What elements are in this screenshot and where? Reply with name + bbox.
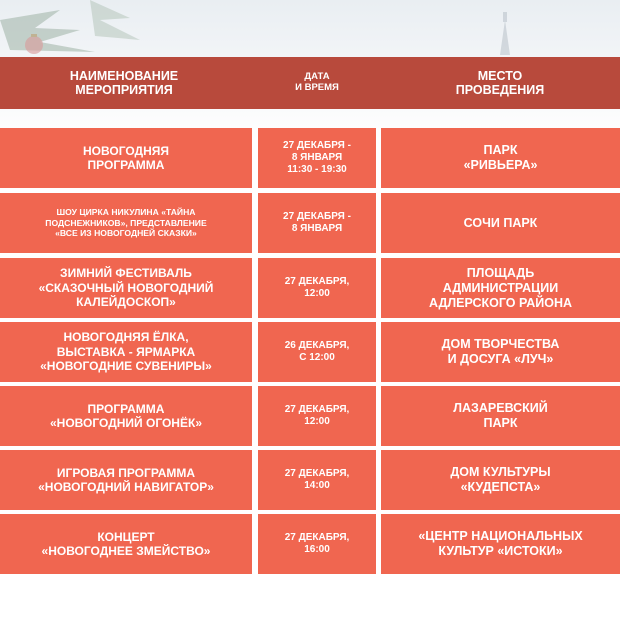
table-header <box>0 57 620 109</box>
table-row <box>0 322 620 382</box>
event-name-cell: ЗИМНИЙ ФЕСТИВАЛЬ «СКАЗОЧНЫЙ НОВОГОДНИЙ КАЛЕЙДОСКОП» <box>0 258 252 318</box>
event-name-cell: КОНЦЕРТ «НОВОГОДНЕЕ ЗМЕЙСТВО» <box>0 514 252 574</box>
venue-cell: ДОМ ТВОРЧЕСТВА И ДОСУГА «ЛУЧ» <box>381 322 620 382</box>
date-cell: 27 ДЕКАБРЯ, 16:00 <box>258 514 376 574</box>
venue-cell: ДОМ КУЛЬТУРЫ «КУДЕПСТА» <box>381 450 620 510</box>
table-row <box>0 450 620 510</box>
tower-silhouette-icon <box>500 12 510 55</box>
header-event-name: НАИМЕНОВАНИЕ МЕРОПРИЯТИЯ <box>69 68 179 97</box>
date-cell: 27 ДЕКАБРЯ - 8 ЯНВАРЯ 11:30 - 19:30 <box>258 128 376 188</box>
date-cell: 27 ДЕКАБРЯ, 14:00 <box>258 450 376 510</box>
table-row <box>0 258 620 318</box>
table-row <box>0 386 620 446</box>
date-cell: 27 ДЕКАБРЯ - 8 ЯНВАРЯ <box>258 193 376 253</box>
event-name-cell: ПРОГРАММА «НОВОГОДНИЙ ОГОНЁК» <box>0 386 252 446</box>
venue-cell: СОЧИ ПАРК <box>381 193 620 253</box>
venue-cell: ПАРК «РИВЬЕРА» <box>381 128 620 188</box>
event-name-cell: ИГРОВАЯ ПРОГРАММА «НОВОГОДНИЙ НАВИГАТОР» <box>0 450 252 510</box>
table-row <box>0 128 620 188</box>
date-cell: 27 ДЕКАБРЯ, 12:00 <box>258 258 376 318</box>
table-row <box>0 193 620 253</box>
date-cell: 26 ДЕКАБРЯ, С 12:00 <box>258 322 376 382</box>
table-row <box>0 514 620 574</box>
event-name-cell: НОВОГОДНЯЯ ЁЛКА, ВЫСТАВКА - ЯРМАРКА «НОВОГОДНИЕ СУВЕНИРЫ» <box>0 322 252 382</box>
date-cell: 27 ДЕКАБРЯ, 12:00 <box>258 386 376 446</box>
venue-cell: ЛАЗАРЕВСКИЙ ПАРК <box>381 386 620 446</box>
event-name-cell: ШОУ ЦИРКА НИКУЛИНА «ТАЙНА ПОДСНЕЖНИКОВ», ПРЕДСТАВЛЕНИЕ «ВСЕ ИЗ НОВОГОДНЕЙ СКАЗКИ» <box>0 193 252 253</box>
venue-cell: «ЦЕНТР НАЦИОНАЛЬНЫХ КУЛЬТУР «ИСТОКИ» <box>381 514 620 574</box>
fir-branch-icon <box>0 0 140 52</box>
venue-cell: ПЛОЩАДЬ АДМИНИСТРАЦИИ АДЛЕРСКОГО РАЙОНА <box>381 258 620 318</box>
event-name-cell: НОВОГОДНЯЯ ПРОГРАММА <box>0 128 252 188</box>
header-date-time: ДАТА И ВРЕМЯ <box>295 71 339 93</box>
header-venue: МЕСТО ПРОВЕДЕНИЯ <box>455 68 545 97</box>
